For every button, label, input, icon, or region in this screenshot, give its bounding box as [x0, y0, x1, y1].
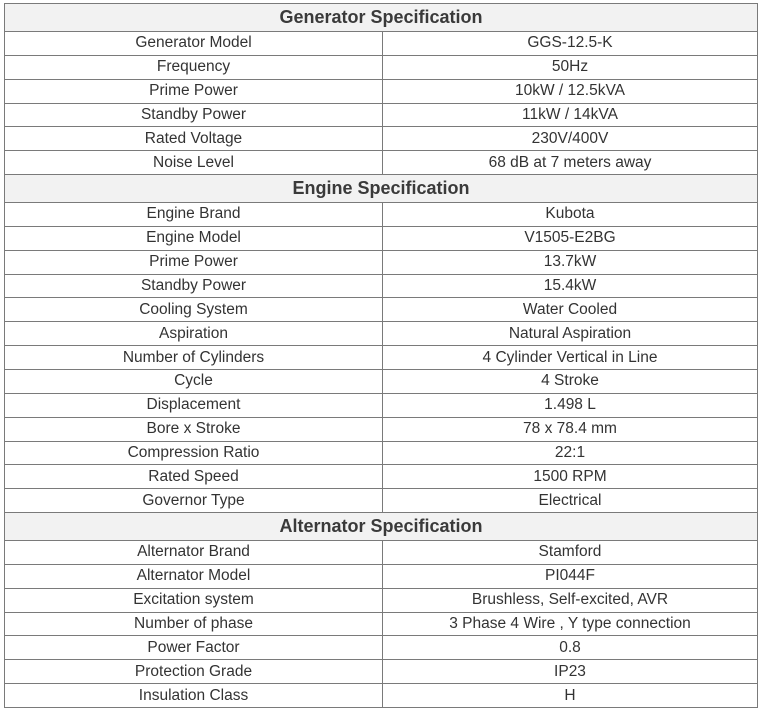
table-row — [5, 564, 758, 588]
spec-value: GGS-12.5-K — [383, 32, 758, 56]
table-row — [5, 274, 758, 298]
section-header-row — [5, 175, 758, 203]
table-row — [5, 441, 758, 465]
spec-label: Prime Power — [5, 79, 383, 103]
table-row — [5, 417, 758, 441]
table-row — [5, 55, 758, 79]
spec-value: IP23 — [383, 660, 758, 684]
spec-label: Alternator Brand — [5, 541, 383, 565]
spec-value: PI044F — [383, 564, 758, 588]
spec-label: Protection Grade — [5, 660, 383, 684]
table-row — [5, 151, 758, 175]
spec-label: Standby Power — [5, 274, 383, 298]
spec-value: 1500 RPM — [383, 465, 758, 489]
spec-label: Engine Brand — [5, 203, 383, 227]
spec-label: Number of Cylinders — [5, 346, 383, 370]
section-title: Alternator Specification — [5, 513, 758, 541]
table-row — [5, 636, 758, 660]
spec-label: Bore x Stroke — [5, 417, 383, 441]
table-row — [5, 203, 758, 227]
spec-value: Water Cooled — [383, 298, 758, 322]
spec-value: 1.498 L — [383, 393, 758, 417]
table-row — [5, 79, 758, 103]
table-row — [5, 588, 758, 612]
spec-label: Aspiration — [5, 322, 383, 346]
spec-label: Frequency — [5, 55, 383, 79]
spec-label: Insulation Class — [5, 684, 383, 708]
spec-value: 68 dB at 7 meters away — [383, 151, 758, 175]
spec-value: 10kW / 12.5kVA — [383, 79, 758, 103]
spec-label: Number of phase — [5, 612, 383, 636]
spec-value: H — [383, 684, 758, 708]
spec-label: Governor Type — [5, 489, 383, 513]
table-row — [5, 298, 758, 322]
table-row — [5, 684, 758, 708]
specification-table-body — [5, 4, 758, 708]
spec-label: Compression Ratio — [5, 441, 383, 465]
table-row — [5, 489, 758, 513]
spec-value: 11kW / 14kVA — [383, 103, 758, 127]
spec-value: 50Hz — [383, 55, 758, 79]
specification-table — [4, 3, 758, 708]
spec-label: Noise Level — [5, 151, 383, 175]
spec-label: Standby Power — [5, 103, 383, 127]
table-row — [5, 127, 758, 151]
spec-label: Rated Speed — [5, 465, 383, 489]
spec-label: Power Factor — [5, 636, 383, 660]
table-row — [5, 465, 758, 489]
spec-value: 15.4kW — [383, 274, 758, 298]
spec-label: Displacement — [5, 393, 383, 417]
spec-value: 3 Phase 4 Wire , Y type connection — [383, 612, 758, 636]
spec-value: Brushless, Self-excited, AVR — [383, 588, 758, 612]
section-header-row — [5, 513, 758, 541]
spec-value: 4 Cylinder Vertical in Line — [383, 346, 758, 370]
table-row — [5, 369, 758, 393]
table-row — [5, 322, 758, 346]
spec-value: 4 Stroke — [383, 369, 758, 393]
spec-value: 13.7kW — [383, 250, 758, 274]
section-header-row — [5, 4, 758, 32]
spec-value: 22:1 — [383, 441, 758, 465]
table-row — [5, 346, 758, 370]
spec-label: Excitation system — [5, 588, 383, 612]
table-row — [5, 32, 758, 56]
table-row — [5, 103, 758, 127]
spec-value: 78 x 78.4 mm — [383, 417, 758, 441]
spec-value: 230V/400V — [383, 127, 758, 151]
table-row — [5, 541, 758, 565]
table-row — [5, 393, 758, 417]
spec-value: Stamford — [383, 541, 758, 565]
section-title: Engine Specification — [5, 175, 758, 203]
table-row — [5, 612, 758, 636]
spec-value: V1505-E2BG — [383, 226, 758, 250]
spec-value: Electrical — [383, 489, 758, 513]
spec-label: Cooling System — [5, 298, 383, 322]
spec-label: Prime Power — [5, 250, 383, 274]
spec-label: Engine Model — [5, 226, 383, 250]
spec-value: 0.8 — [383, 636, 758, 660]
spec-label: Alternator Model — [5, 564, 383, 588]
table-row — [5, 660, 758, 684]
spec-label: Generator Model — [5, 32, 383, 56]
spec-label: Cycle — [5, 369, 383, 393]
spec-value: Natural Aspiration — [383, 322, 758, 346]
spec-label: Rated Voltage — [5, 127, 383, 151]
spec-value: Kubota — [383, 203, 758, 227]
table-row — [5, 226, 758, 250]
table-row — [5, 250, 758, 274]
section-title: Generator Specification — [5, 4, 758, 32]
